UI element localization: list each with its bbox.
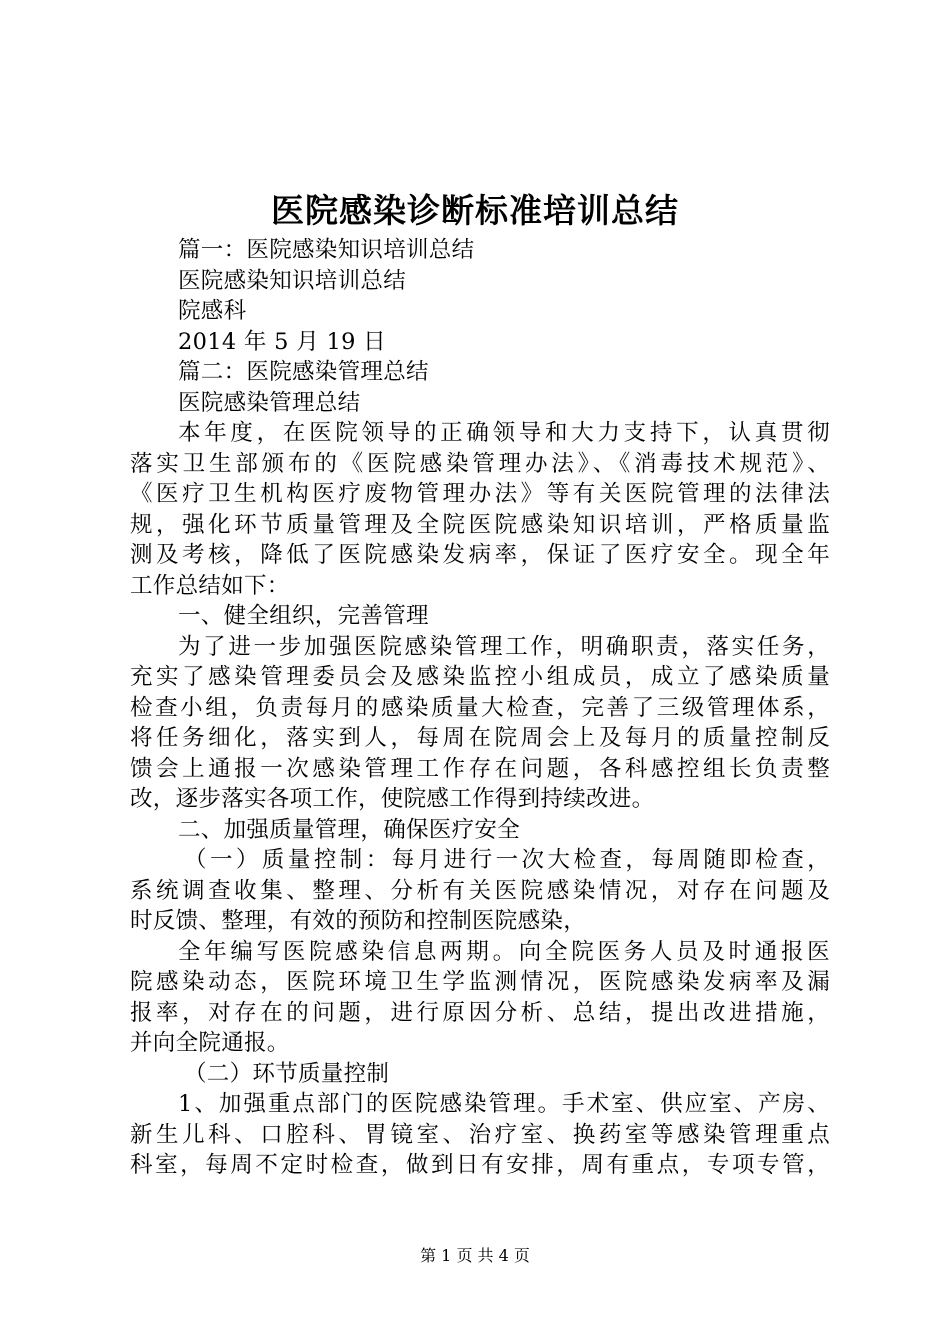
text-line: 本年度，在医院领导的正确领导和大力支持下，认真贯彻	[178, 420, 830, 446]
text-line: 馈会上通报一次感染管理工作存在问题，各科感控组长负责整	[130, 755, 830, 782]
text-line: 检查小组，负责每月的感染质量大检查，完善了三级管理体系，	[130, 694, 830, 721]
text-line: 2014 年 5 月 19 日	[178, 328, 386, 355]
text-line: 1、加强重点部门的医院感染管理。手术室、供应室、产房、	[178, 1091, 830, 1117]
text-line: 系统调查收集、整理、分析有关医院感染情况，对存在问题及	[130, 877, 830, 904]
text-line: 医院感染管理总结	[178, 389, 361, 416]
text-line: 报率，对存在的问题，进行原因分析、总结，提出改进措施，	[130, 999, 830, 1026]
text-line: 全年编写医院感染信息两期。向全院医务人员及时通报医	[178, 938, 830, 965]
text-line: 新生儿科、口腔科、胃镜室、治疗室、换药室等感染管理重点	[130, 1121, 830, 1148]
text-line: 改，逐步落实各项工作，使院感工作得到持续改进。	[130, 786, 655, 812]
text-line: 科室，每周不定时检查，做到日有安排，周有重点，专项专管，	[130, 1152, 830, 1178]
section-heading: （二）环节质量控制	[184, 1060, 390, 1087]
document-body	[130, 235, 830, 1181]
text-line: 篇二：医院感染管理总结	[178, 359, 429, 385]
text-line: 并向全院通报。	[130, 1030, 290, 1056]
text-line: 规，强化环节质量管理及全院医院感染知识培训，严格质量监	[130, 511, 830, 538]
text-line: 篇一：医院感染知识培训总结	[178, 237, 475, 263]
text-line: 院感科	[178, 298, 247, 324]
text-line: 落实卫生部颁布的《医院感染管理办法》、《消毒技术规范》、	[130, 450, 830, 477]
text-line: 医院感染知识培训总结	[178, 267, 407, 294]
text-line: 充实了感染管理委员会及感染监控小组成员，成立了感染质量	[130, 664, 830, 690]
text-line: 工作总结如下：	[130, 572, 290, 599]
section-heading: 一、健全组织，完善管理	[178, 603, 429, 629]
text-line: 为了进一步加强医院感染管理工作，明确职责，落实任务，	[178, 633, 830, 660]
text-line: 将任务细化，落实到人，每周在院周会上及每月的质量控制反	[130, 725, 830, 751]
section-heading: 二、加强质量管理，确保医疗安全	[178, 816, 521, 843]
text-line: 测及考核，降低了医院感染发病率，保证了医疗安全。现全年	[130, 542, 830, 568]
document-title: 医院感染诊断标准培训总结	[271, 191, 679, 230]
text-line: 《医疗卫生机构医疗废物管理办法》等有关医院管理的法律法	[130, 481, 830, 507]
text-line: （一）质量控制：每月进行一次大检查，每周随即检查，	[184, 847, 830, 873]
text-line: 院感染动态，医院环境卫生学监测情况，医院感染发病率及漏	[130, 969, 830, 995]
text-line: 时反馈、整理，有效的预防和控制医院感染，	[130, 908, 587, 934]
page-footer: 第 1 页 共 4 页	[420, 1246, 530, 1265]
